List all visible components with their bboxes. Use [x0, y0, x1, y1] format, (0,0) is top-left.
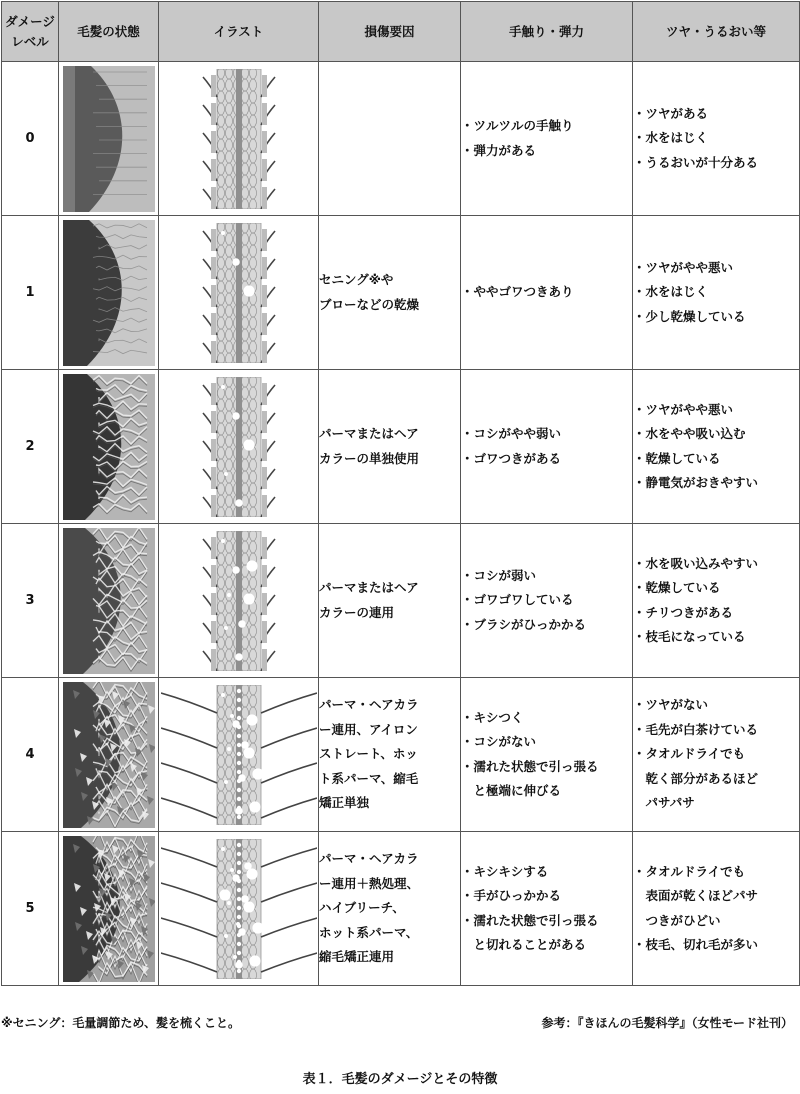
list-line: ・ツヤがやや悪い	[633, 401, 734, 417]
header-damage-level: ダメージ レベル	[2, 2, 59, 62]
hair-condition-cell	[59, 370, 159, 524]
table-row	[2, 832, 800, 986]
table-row	[2, 524, 800, 678]
list-line: ・手がひっかかる	[461, 888, 562, 903]
list-line: 縮毛矯正連用	[319, 949, 395, 965]
header-illustration: イラスト	[159, 2, 319, 62]
cuticle-illustration	[161, 839, 317, 979]
list-line: ー連用＋熱処理、	[319, 875, 420, 891]
illustration-cell	[159, 832, 319, 986]
damage-cause-cell	[319, 524, 461, 678]
list-line: ・チリつきがある	[633, 604, 734, 620]
illustration-cell	[159, 216, 319, 370]
list-line: カラーの単独使用	[319, 450, 420, 466]
list-line: ・濡れた状態で引っ張る	[461, 758, 599, 774]
cuticle-illustration	[161, 223, 317, 363]
cuticle-illustration	[161, 685, 317, 825]
texture-cell	[461, 524, 633, 678]
list-line: ・ブラシがひっかかる	[461, 616, 587, 632]
damage-cause-cell	[319, 832, 461, 986]
list-line: ・乾燥している	[633, 450, 721, 466]
hair-damage-table	[1, 1, 800, 986]
damage-level: 4	[2, 678, 59, 832]
gloss-cell	[633, 524, 800, 678]
list-line: ー連用、アイロン	[319, 721, 418, 737]
header-hair-condition: 毛髪の状態	[59, 2, 159, 62]
list-line: ・水を吸い込みやすい	[633, 555, 759, 571]
list-line: ・枝毛になっている	[633, 629, 746, 644]
list-line: セニング※や	[319, 272, 394, 287]
hair-micrograph-photo	[63, 374, 155, 520]
hair-condition-cell	[59, 524, 159, 678]
list-line: ・静電気がおきやすい	[633, 475, 759, 490]
list-line: ・少し乾燥している	[633, 308, 746, 324]
list-line: 乾く部分があるほど	[633, 770, 759, 786]
hair-micrograph-photo	[63, 66, 155, 212]
texture-cell	[461, 216, 633, 370]
header-texture: 手触り・弾力	[461, 2, 633, 62]
list-line: ・水をはじく	[633, 284, 709, 300]
list-line: と切れることがある	[461, 937, 587, 952]
list-line: ・ツルツルの手触り	[461, 118, 574, 133]
hair-micrograph-photo	[63, 220, 155, 366]
gloss-cell	[633, 370, 800, 524]
list-line: ・ややゴワつきあり	[461, 284, 574, 300]
list-line: ・毛先が白茶けている	[633, 721, 759, 737]
texture-cell	[461, 678, 633, 832]
list-line: パサパサ	[633, 795, 695, 811]
list-line: パーマ・ヘアカラ	[319, 851, 419, 867]
table-row	[2, 62, 800, 216]
table-row	[2, 678, 800, 832]
hair-micrograph-photo	[63, 836, 155, 982]
list-line: 表面が乾くほどパサ	[633, 888, 759, 903]
hair-micrograph-photo	[63, 682, 155, 828]
list-line: ・乾燥している	[633, 580, 721, 595]
illustration-cell	[159, 62, 319, 216]
list-line: ・タオルドライでも	[633, 863, 746, 879]
cuticle-illustration	[161, 377, 317, 517]
list-line: ・枝毛、切れ毛が多い	[633, 937, 759, 952]
list-line: パーマまたはヘア	[319, 580, 419, 595]
list-line: ・濡れた状態で引っ張る	[461, 912, 599, 928]
cuticle-illustration	[161, 69, 317, 209]
damage-level: 1	[2, 216, 59, 370]
illustration-cell	[159, 370, 319, 524]
gloss-cell	[633, 216, 800, 370]
header-damage-cause: 損傷要因	[319, 2, 461, 62]
list-line: ・ツヤがやや悪い	[633, 259, 734, 275]
damage-level: 0	[2, 62, 59, 216]
damage-cause-cell	[319, 62, 461, 216]
list-line: ・キシキシする	[461, 863, 549, 879]
footnote: ※セニング：毛量調節ため、髪を梳くこと。	[1, 1016, 240, 1030]
list-line: ・水をはじく	[633, 130, 709, 146]
hair-condition-cell	[59, 216, 159, 370]
list-line: カラーの連用	[319, 604, 395, 620]
header-row	[2, 2, 800, 62]
illustration-cell	[159, 524, 319, 678]
list-line: ホット系パーマ、	[319, 924, 419, 940]
table-row	[2, 370, 800, 524]
list-line: ・コシがない	[461, 734, 537, 749]
source-reference: 参考：『きほんの毛髪科学』（女性モード社刊）	[541, 1016, 793, 1030]
damage-cause-cell	[319, 216, 461, 370]
table-caption: 表１．毛髪のダメージとその特徴	[302, 1072, 498, 1087]
list-line: ・ゴワゴワしている	[461, 592, 574, 608]
cuticle-illustration	[161, 531, 317, 671]
list-line: ハイブリーチ、	[319, 900, 405, 916]
list-line: ・タオルドライでも	[633, 746, 746, 762]
hair-condition-cell	[59, 62, 159, 216]
list-line: ト系パーマ、縮毛	[319, 770, 419, 786]
damage-level: 5	[2, 832, 59, 986]
illustration-cell	[159, 678, 319, 832]
list-line: 矯正単独	[319, 795, 370, 811]
list-line: パーマまたはヘア	[319, 426, 419, 441]
list-line: ・ツヤがない	[633, 697, 709, 713]
damage-level: 3	[2, 524, 59, 678]
texture-cell	[461, 62, 633, 216]
damage-cause-cell	[319, 370, 461, 524]
hair-condition-cell	[59, 678, 159, 832]
gloss-cell	[633, 678, 800, 832]
list-line: パーマ・ヘアカラ	[319, 697, 419, 713]
list-line: ・ゴワつきがある	[461, 450, 562, 466]
list-line: ・キシつく	[461, 709, 524, 725]
list-line: ・コシが弱い	[461, 567, 537, 583]
list-line: ストレート、ホッ	[319, 746, 418, 762]
list-line: ・ツヤがある	[633, 105, 709, 121]
texture-cell	[461, 832, 633, 986]
hair-micrograph-photo	[63, 528, 155, 674]
list-line: と極端に伸びる	[461, 783, 562, 798]
table-row	[2, 216, 800, 370]
texture-cell	[461, 370, 633, 524]
list-line: つきがひどい	[633, 912, 721, 928]
damage-level: 2	[2, 370, 59, 524]
damage-cause-cell	[319, 678, 461, 832]
list-line: ・弾力がある	[461, 142, 537, 158]
list-line: ・うるおいが十分ある	[633, 154, 759, 170]
gloss-cell	[633, 62, 800, 216]
header-gloss: ツヤ・うるおい等	[633, 2, 800, 62]
gloss-cell	[633, 832, 800, 986]
list-line: ・コシがやや弱い	[461, 426, 562, 441]
hair-condition-cell	[59, 832, 159, 986]
list-line: ブローなどの乾燥	[319, 296, 420, 312]
list-line: ・水をやや吸い込む	[633, 426, 746, 441]
